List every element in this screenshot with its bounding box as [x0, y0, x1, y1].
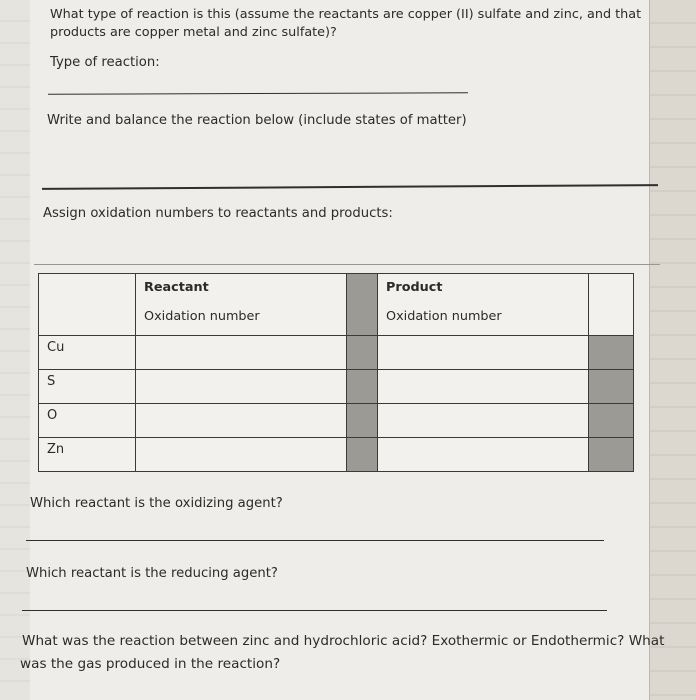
element-label-cu: Cu — [39, 336, 136, 370]
product-cell-cu[interactable] — [378, 336, 589, 370]
question-reducing-agent: Which reactant is the reducing agent? — [26, 566, 278, 581]
table-row — [39, 404, 634, 438]
question-zinc-hcl-line1: What was the reaction between zinc and hydrochloric acid? Exothermic or Endothermic? What — [22, 633, 665, 649]
shaded-cell — [589, 438, 634, 472]
reactant-header-cell — [136, 274, 347, 336]
shaded-cell — [589, 370, 634, 404]
table-end-cell — [589, 274, 634, 336]
question-oxidizing-agent: Which reactant is the oxidizing agent? — [30, 496, 283, 511]
shaded-cell — [347, 438, 378, 472]
reactant-oxidation-header: Oxidation number — [144, 309, 260, 324]
product-cell-zn[interactable] — [378, 438, 589, 472]
oxidation-number-table — [38, 273, 634, 472]
question-zinc-hcl-line2: was the gas produced in the reaction? — [20, 656, 281, 672]
table-header-row — [39, 274, 634, 336]
element-label-zn: Zn — [39, 438, 136, 472]
table-row — [39, 370, 634, 404]
reaction-type-label: Type of reaction: — [50, 55, 160, 70]
question-reaction-type-line1: What type of reaction is this (assume the reactants are copper (II) sulfate and zinc, and that — [50, 7, 642, 22]
question-balance-reaction: Write and balance the reaction below (include states of matter) — [47, 113, 467, 128]
table-row — [39, 336, 634, 370]
notebook-pages-right — [649, 0, 696, 700]
reactant-cell-zn[interactable] — [136, 438, 347, 472]
ruled-line — [34, 264, 660, 265]
table-corner-cell — [39, 274, 136, 336]
shaded-cell — [347, 336, 378, 370]
product-header: Product — [386, 280, 443, 295]
element-label-s: S — [39, 370, 136, 404]
reactant-cell-s[interactable] — [136, 370, 347, 404]
product-cell-o[interactable] — [378, 404, 589, 438]
element-label-o: O — [39, 404, 136, 438]
product-header-cell — [378, 274, 589, 336]
shaded-cell — [347, 370, 378, 404]
shaded-cell — [347, 274, 378, 336]
answer-line-oxidizing-agent[interactable] — [26, 540, 604, 541]
table-row — [39, 438, 634, 472]
shaded-cell — [347, 404, 378, 438]
question-reaction-type-line2: products are copper metal and zinc sulfate)? — [50, 25, 337, 40]
product-oxidation-header: Oxidation number — [386, 309, 502, 324]
question-oxidation-numbers: Assign oxidation numbers to reactants and products: — [43, 206, 393, 221]
product-cell-s[interactable] — [378, 370, 589, 404]
reactant-cell-o[interactable] — [136, 404, 347, 438]
shaded-cell — [589, 404, 634, 438]
shaded-cell — [589, 336, 634, 370]
answer-line-reducing-agent[interactable] — [22, 610, 607, 611]
reactant-cell-cu[interactable] — [136, 336, 347, 370]
reactant-header: Reactant — [144, 280, 209, 295]
